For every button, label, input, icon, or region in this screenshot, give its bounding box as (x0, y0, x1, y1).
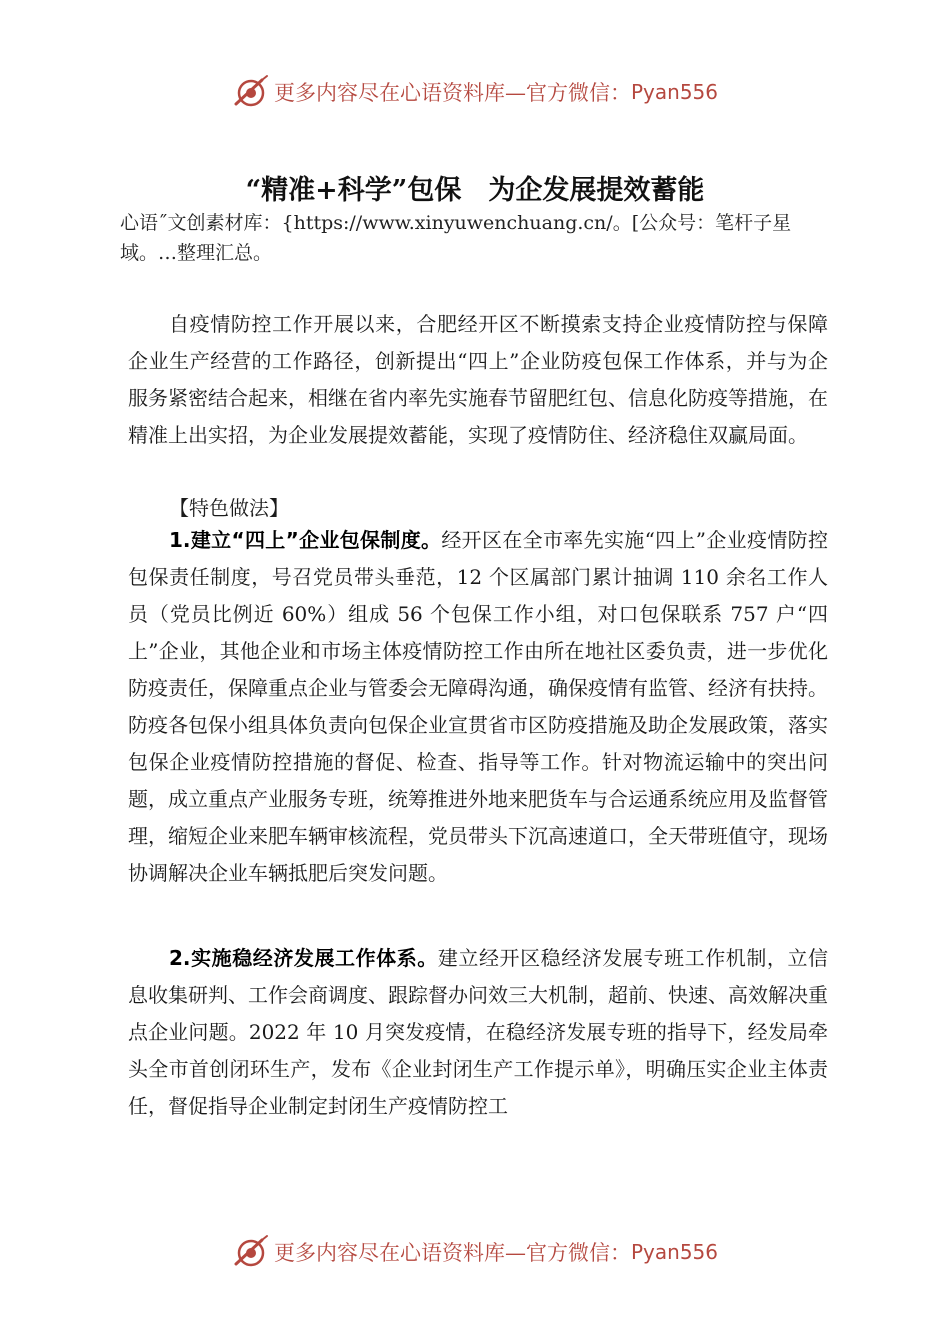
header-banner-text: 更多内容尽在心语资料库—官方微信： (273, 81, 631, 105)
brush-logo-icon (232, 1234, 270, 1270)
footer-banner-content (232, 1234, 718, 1270)
header-banner-content (232, 74, 718, 110)
brush-logo-icon (232, 74, 270, 110)
source-line: 心语˝文创素材库：{https://www.xinyuwenchuang.cn/。[公众号：笔杆子星域。…整理汇总。 (120, 212, 792, 264)
document-title: “精准+科学”包保 为企发展提效蓄能 (245, 175, 705, 206)
section-label: 【特色做法】 (169, 496, 289, 520)
footer-banner-text: 更多内容尽在心语资料库—官方微信： (273, 1241, 631, 1265)
item-1-heading: 1.建立“四上”企业包保制度。 (169, 528, 442, 552)
item-1-paragraph (128, 522, 828, 892)
intro-paragraph: 自疫情防控工作开展以来，合肥经开区不断摸索支持企业疫情防控与保障企业生产经营的工作路径，创新提出“四上”企业防疫包保工作体系，并与为企服务紧密结合起来，相继在省内率先实施春节留肥红包、信息化防疫等措施，在精准上出实招，为企业发展提效蓄能，实现了疫情防住、经济稳住双赢局面。 (128, 312, 828, 447)
header-banner-code: Pyan556 (630, 80, 718, 104)
item-2-paragraph (128, 940, 828, 1125)
footer-banner (0, 1232, 950, 1272)
item-1-body: 经开区在全市率先实施“四上”企业疫情防控包保责任制度，号召党员带头垂范，12 个区属部门累计抽调 110 余名工作人员（党员比例近 60%）组成 56 个包保工作小组，对口包保联系 757 户“四上”企业，其他企业和市场主体疫情防控工作由所在地社区委负责，进一步优化防疫责任，保障重点企业与管委会无障碍沟通，确保疫情有监管、经济有扶持。防疫各包保小组具体负责向包保企业宣贯省市区防疫措施及助企发展政策，落实包保企业疫情防控措施的督促、检查、指导等工作。针对物流运输中的突出问题，成立重点产业服务专班，统筹推进外地来肥货车与合运通系统应用及监督管理，缩短企业来肥车辆审核流程，党员带头下沉高速道口，全天带班值守，现场协调解决企业车辆抵肥后突发问题。 (128, 528, 828, 885)
footer-banner-code: Pyan556 (630, 1240, 718, 1264)
item-2-body: 建立经开区稳经济发展专班工作机制，立信息收集研判、工作会商调度、跟踪督办问效三大机制，超前、快速、高效解决重点企业问题。2022 年 10 月突发疫情，在稳经济发展专班的指导下，经发局牵头全市首创闭环生产，发布《企业封闭生产工作提示单》，明确压实企业主体责任，督促指导企业制定封闭生产疫情防控工 (128, 946, 829, 1118)
header-banner (0, 72, 950, 112)
item-2-heading: 2.实施稳经济发展工作体系。 (169, 946, 438, 970)
